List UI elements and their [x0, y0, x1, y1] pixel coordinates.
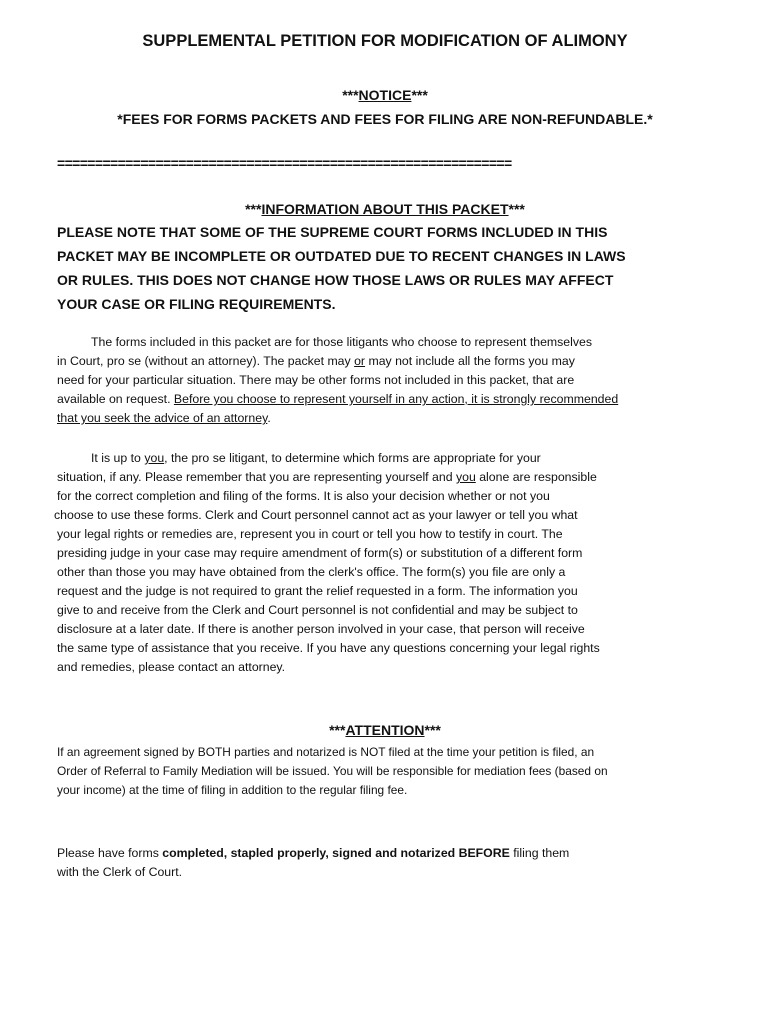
paragraph-line: request and the judge is not required to grant the relief requested in a form. The information you [57, 584, 578, 598]
underlined-text: that you seek the advice of an attorney [57, 411, 268, 425]
underlined-text: you [455, 470, 476, 484]
paragraph-line: need for your particular situation. There may be other forms not included in this packet, that are [57, 373, 575, 387]
paragraph-line: presiding judge in your case may require amendment of form(s) or substitution of a different form [57, 546, 583, 560]
attention-paragraph [57, 743, 608, 800]
info-warning-line: PLEASE NOTE THAT SOME OF THE SUPREME COURT FORMS INCLUDED IN THIS [57, 224, 608, 240]
text-run: alone are responsible [475, 470, 597, 484]
info-heading [0, 201, 770, 217]
paragraph-line: and remedies, please contact an attorney. [57, 660, 286, 674]
paragraph-line: give to and receive from the Clerk and Court personnel is not confidential and may be subject to [57, 603, 578, 617]
paragraph-line [57, 352, 618, 371]
fees-notice: *FEES FOR FORMS PACKETS AND FEES FOR FILING ARE NON-REFUNDABLE.* [117, 111, 653, 127]
text-run: available on request. [57, 392, 174, 406]
paragraph-line: choose to use these forms. Clerk and Court personnel cannot act as your lawyer or tell you what [54, 508, 578, 522]
paragraph-line [57, 449, 600, 468]
paragraph-line: If an agreement signed by BOTH parties and notarized is NOT filed at the time your petition is filed, an [57, 745, 595, 759]
text-run: in Court, pro se (without an attorney). The packet may [57, 354, 355, 368]
text-run: . [267, 411, 271, 425]
paragraph-line: your income) at the time of filing in addition to the regular filing fee. [57, 783, 408, 797]
info-prefix: *** [245, 201, 262, 217]
info-warning [57, 220, 626, 316]
underlined-text: you [144, 451, 165, 465]
info-heading-label: INFORMATION ABOUT THIS PACKET [261, 201, 509, 217]
document-title: SUPPLEMENTAL PETITION FOR MODIFICATION OF ALIMONY [142, 32, 628, 50]
forms-paragraph [57, 333, 618, 428]
paragraph-line: with the Clerk of Court. [57, 865, 183, 879]
info-warning-line: OR RULES. THIS DOES NOT CHANGE HOW THOSE LAWS OR RULES MAY AFFECT [57, 272, 614, 288]
notice-label: NOTICE [358, 87, 412, 103]
paragraph-line: other than those you may have obtained from the clerk's office. The form(s) you file are only a [57, 565, 566, 579]
notice-suffix: *** [411, 87, 428, 103]
paragraph-line: Order of Referral to Family Mediation will be issued. You will be responsible for mediation fees (based on [57, 764, 608, 778]
paragraph-line: the same type of assistance that you receive. If you have any questions concerning your legal rights [57, 641, 600, 655]
pro-se-paragraph [54, 449, 600, 677]
attention-heading-label: ATTENTION [345, 722, 425, 738]
paragraph-line: for the correct completion and filing of the forms. It is also your decision whether or not you [57, 489, 550, 503]
info-warning-line: PACKET MAY BE INCOMPLETE OR OUTDATED DUE TO RECENT CHANGES IN LAWS [57, 248, 626, 264]
text-run: Please have forms [57, 846, 163, 860]
attention-heading [0, 722, 770, 738]
text-run: , the pro se litigant, to determine which forms are appropriate for your [164, 451, 541, 465]
text-run: It is up to [91, 451, 145, 465]
text-run: filing them [509, 846, 570, 860]
text-run: situation, if any. Please remember that you are representing yourself and [57, 470, 456, 484]
info-suffix: *** [508, 201, 525, 217]
separator-line: ============================================================ [57, 155, 512, 171]
paragraph-line [57, 390, 618, 409]
notice-heading [0, 87, 770, 103]
info-warning-line: YOUR CASE OR FILING REQUIREMENTS. [57, 296, 336, 312]
bold-text: completed, stapled properly, signed and notarized BEFORE [162, 846, 510, 860]
text-run: may not include all the forms you may [365, 354, 575, 368]
paragraph-line [57, 409, 618, 428]
paragraph-line: disclosure at a later date. If there is another person involved in your case, that person will receive [57, 622, 585, 636]
underlined-text: Before you choose to represent yourself in any action, it is strongly recommended [173, 392, 619, 406]
underlined-text: or [354, 354, 366, 368]
attention-suffix: *** [424, 722, 441, 738]
paragraph-line [57, 844, 569, 863]
closing-paragraph [57, 844, 569, 882]
notice-prefix: *** [342, 87, 359, 103]
paragraph-line: your legal rights or remedies are, represent you in court or tell you how to testify in court. The [57, 527, 563, 541]
attention-prefix: *** [329, 722, 346, 738]
paragraph-line [57, 468, 600, 487]
paragraph-line: The forms included in this packet are for those litigants who choose to represent themselves [91, 335, 593, 349]
